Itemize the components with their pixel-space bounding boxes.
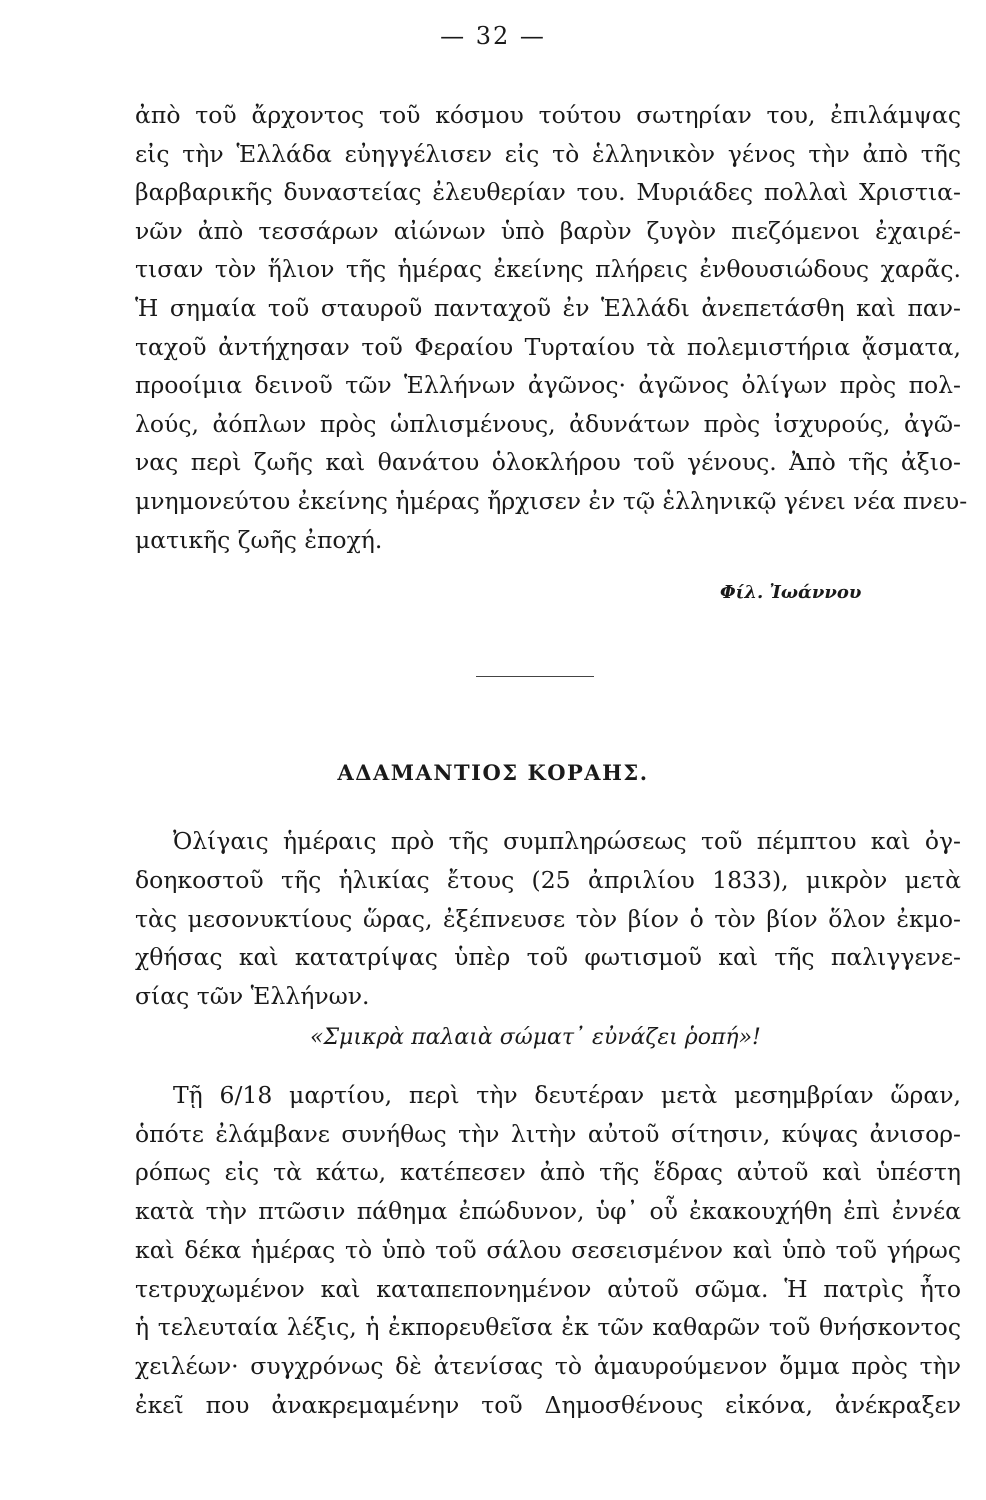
text-line: δοηκοστοῦ τῆς ἡλικίας ἔτους (25 ἀπριλίου 1833), μικρὸν μετὰ	[135, 865, 961, 894]
text-line: κατὰ τὴν πτῶσιν πάθημα ἐπώδυνον, ὑφ᾽ οὗ ἐκακουχήθη ἐπὶ ἐννέα	[135, 1197, 961, 1226]
text-line: ματικῆς ζωῆς ἐποχή.	[135, 525, 383, 554]
text-line: Ὀλίγαις ἡμέραις πρὸ τῆς συμπληρώσεως τοῦ πέμπτου καὶ ὀγ-	[173, 827, 961, 855]
page-number: — 32 —	[440, 22, 546, 50]
article-2-paragraph-1	[135, 822, 961, 1016]
text-line: σίας τῶν Ἑλλήνων.	[135, 982, 370, 1011]
text-line: καὶ δέκα ἡμέρας τὸ ὑπὸ τοῦ σάλου σεσεισμένον καὶ ὑπὸ τοῦ γήρως	[135, 1235, 961, 1264]
article-2-paragraph-2	[135, 1076, 961, 1424]
text-line: μνημονεύτου ἐκείνης ἡμέρας ἤρχισεν ἐν τῷ ἑλληνικῷ γένει νέα πνευ-	[135, 486, 968, 515]
text-line: νας περὶ ζωῆς καὶ θανάτου ὁλοκλήρου τοῦ γένους. Ἀπὸ τῆς ἀξιο-	[135, 448, 961, 477]
article-heading: ΑΔΑΜΑΝΤΙΟΣ ΚΟΡΑΗΣ.	[337, 760, 649, 785]
text-line: λούς, ἀόπλων πρὸς ὡπλισμένους, ἀδυνάτων πρὸς ἰσχυρούς, ἀγῶ-	[135, 409, 961, 438]
text-line: βαρβαρικῆς δυναστείας ἐλευθερίαν του. Μυριάδες πολλαὶ Χριστια-	[135, 178, 961, 207]
text-line: χειλέων· συγχρόνως δὲ ἀτενίσας τὸ ἀμαυρούμενον ὄμμα πρὸς τὴν	[135, 1351, 961, 1380]
text-line: νῶν ἀπὸ τεσσάρων αἰώνων ὑπὸ βαρὺν ζυγὸν πιεζόμενοι ἐχαιρέ-	[135, 216, 961, 245]
author-signature: Φίλ. Ἰωάννου	[720, 582, 862, 603]
text-line: ταχοῦ ἀντήχησαν τοῦ Φεραίου Τυρταίου τὰ πολεμιστήρια ᾄσματα,	[135, 332, 961, 361]
verse-quote: «Σμικρὰ παλαιὰ σώματ᾽ εὐνάζει ῥοπή»!	[310, 1025, 761, 1050]
text-line: τετρυχωμένον καὶ καταπεπονημένον αὐτοῦ σῶμα. Ἡ πατρὶς ἦτο	[135, 1274, 961, 1303]
text-line: χθήσας καὶ κατατρίψας ὑπὲρ τοῦ φωτισμοῦ καὶ τῆς παλιγγενε-	[135, 943, 961, 972]
text-line: Τῇ 6/18 μαρτίου, περὶ τὴν δευτέραν μετὰ μεσημβρίαν ὥραν,	[173, 1081, 961, 1109]
text-line: ἐκεῖ που ἀνακρεμαμένην τοῦ Δημοσθένους εἰκόνα, ἀνέκραξεν	[135, 1390, 961, 1419]
text-line: Ἡ σημαία τοῦ σταυροῦ πανταχοῦ ἐν Ἑλλάδι ἀνεπετάσθη καὶ παν-	[135, 293, 961, 322]
text-line: τισαν τὸν ἥλιον τῆς ἡμέρας ἐκείνης πλήρεις ἐνθουσιώδους χαρᾶς.	[135, 255, 961, 284]
text-line: εἰς τὴν Ἑλλάδα εὐηγγέλισεν εἰς τὸ ἑλληνικὸν γένος τὴν ἀπὸ τῆς	[135, 139, 961, 168]
text-line: προοίμια δεινοῦ τῶν Ἑλλήνων ἀγῶνος· ἀγῶνος ὀλίγων πρὸς πολ-	[135, 371, 961, 400]
text-line: ὁπότε ἐλάμβανε συνήθως τὴν λιτὴν αὐτοῦ σίτησιν, κύψας ἀνισορ-	[135, 1119, 961, 1148]
text-line: τὰς μεσονυκτίους ὥρας, ἐξέπνευσε τὸν βίον ὁ τὸν βίον ὅλον ἐκμο-	[135, 904, 961, 933]
section-divider	[476, 676, 594, 677]
article-1-body	[135, 96, 968, 559]
text-line: ἀπὸ τοῦ ἄρχοντος τοῦ κόσμου τούτου σωτηρίαν του, ἐπιλάμψας	[135, 101, 961, 129]
text-line: ἡ τελευταία λέξις, ἡ ἐκπορευθεῖσα ἐκ τῶν καθαρῶν τοῦ θνήσκοντος	[135, 1313, 961, 1342]
text-line: ρόπως εἰς τὰ κάτω, κατέπεσεν ἀπὸ τῆς ἕδρας αὐτοῦ καὶ ὑπέστη	[135, 1158, 961, 1187]
